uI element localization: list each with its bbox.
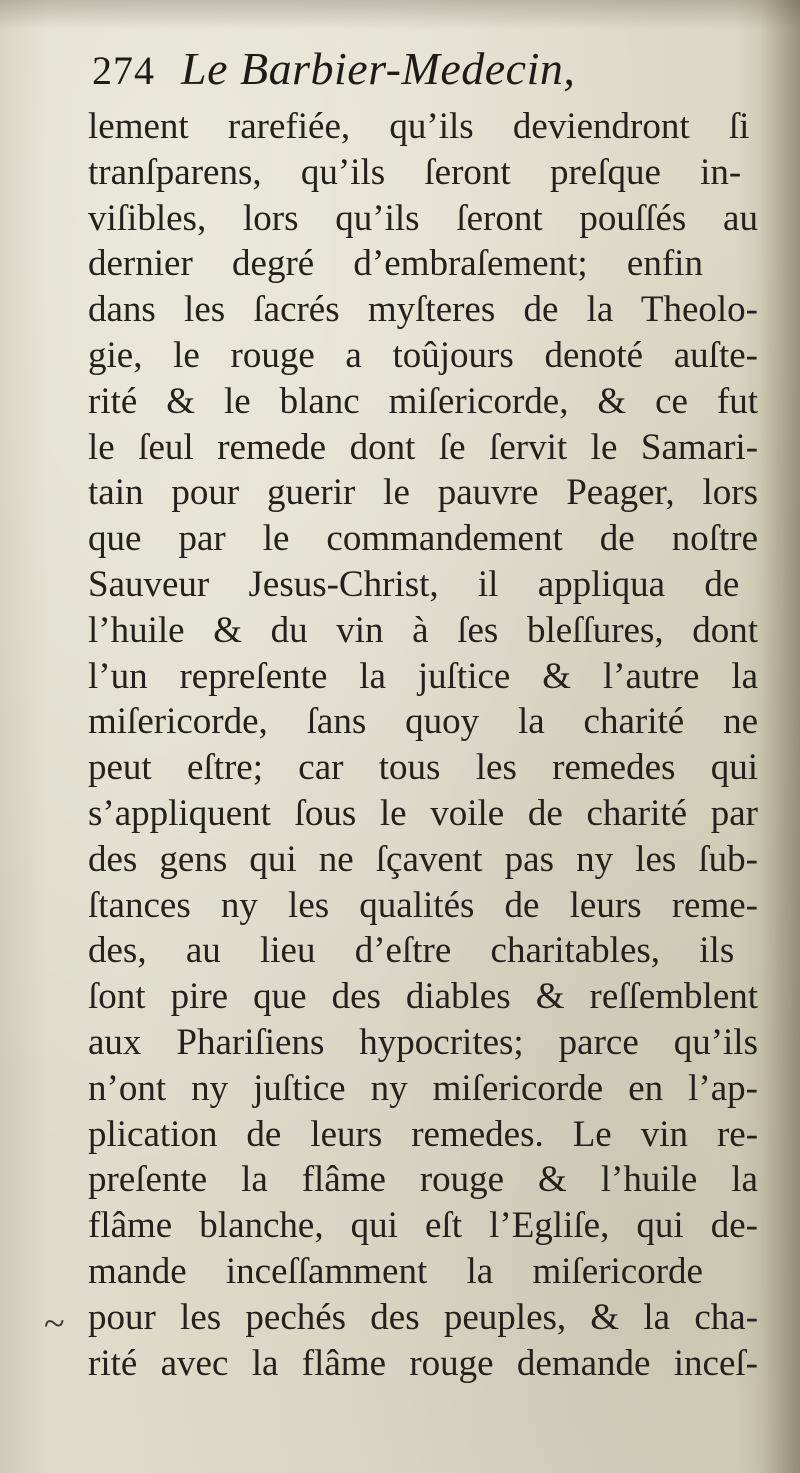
text-line: s’appliquent ſous le voile de charité par bbox=[88, 792, 758, 834]
text-line: gie, le rouge a toûjours denoté auſte- bbox=[88, 334, 758, 376]
text-line: pour les pechés des peuples, & la cha- bbox=[88, 1296, 759, 1338]
text-line: le ſeul remede dont ſe ſervit le Samari- bbox=[88, 426, 759, 468]
text-line: l’huile & du vin à ſes bleſſures, dont bbox=[88, 609, 759, 651]
text-line: mande inceſſamment la miſericorde bbox=[88, 1250, 703, 1292]
text-line: viſibles, lors qu’ils ſeront pouſſés au bbox=[88, 197, 758, 239]
body-text bbox=[88, 104, 768, 1386]
text-line: que par le commandement de noſtre bbox=[88, 518, 759, 560]
margin-pencil-mark: ~ bbox=[44, 1303, 65, 1345]
text-line: rité & le blanc miſericorde, & ce fut bbox=[88, 380, 758, 422]
text-line: dernier degré d’embraſement; enfin bbox=[88, 243, 703, 285]
text-line: l’un repreſente la juſtice & l’autre la bbox=[88, 655, 759, 697]
text-line: peut eſtre; car tous les remedes qui bbox=[88, 747, 759, 789]
text-line: ſont pire que des diables & reſſemblent bbox=[88, 976, 759, 1018]
text-line: ſtances ny les qualités de leurs reme- bbox=[88, 884, 758, 926]
text-line: Sauveur Jesus-Christ, il appliqua de bbox=[88, 563, 740, 605]
text-line: n’ont ny juſtice ny miſericorde en l’ap- bbox=[88, 1067, 758, 1109]
page-top-shadow bbox=[0, 0, 800, 30]
text-line: flâme blanche, qui eſt l’Egliſe, qui de- bbox=[88, 1205, 759, 1247]
running-title: Le Barbier-Medecin, bbox=[181, 43, 576, 94]
text-line: tain pour guerir le pauvre Peager, lors bbox=[88, 472, 758, 514]
page-number: 274 bbox=[92, 48, 155, 93]
text-line: miſericorde, ſans quoy la charité ne bbox=[88, 701, 759, 743]
text-line: plication de leurs remedes. Le vin re- bbox=[88, 1113, 759, 1155]
text-line: aux Phariſiens hypocrites; parce qu’ils bbox=[88, 1021, 758, 1063]
page-header bbox=[92, 42, 742, 112]
text-line: lement rarefiée, qu’ils deviendront ſi bbox=[88, 106, 750, 147]
text-line: rité avec la flâme rouge demande inceſ- bbox=[88, 1342, 758, 1384]
text-line: tranſparens, qu’ils ſeront preſque in- bbox=[88, 151, 742, 193]
text-line: preſente la flâme rouge & l’huile la bbox=[88, 1159, 758, 1201]
text-line: dans les ſacrés myſteres de la Theolo- bbox=[88, 289, 758, 331]
text-line: des gens qui ne ſçavent pas ny les ſub- bbox=[88, 838, 758, 880]
text-line: des, au lieu d’eſtre charitables, ils bbox=[88, 930, 735, 972]
